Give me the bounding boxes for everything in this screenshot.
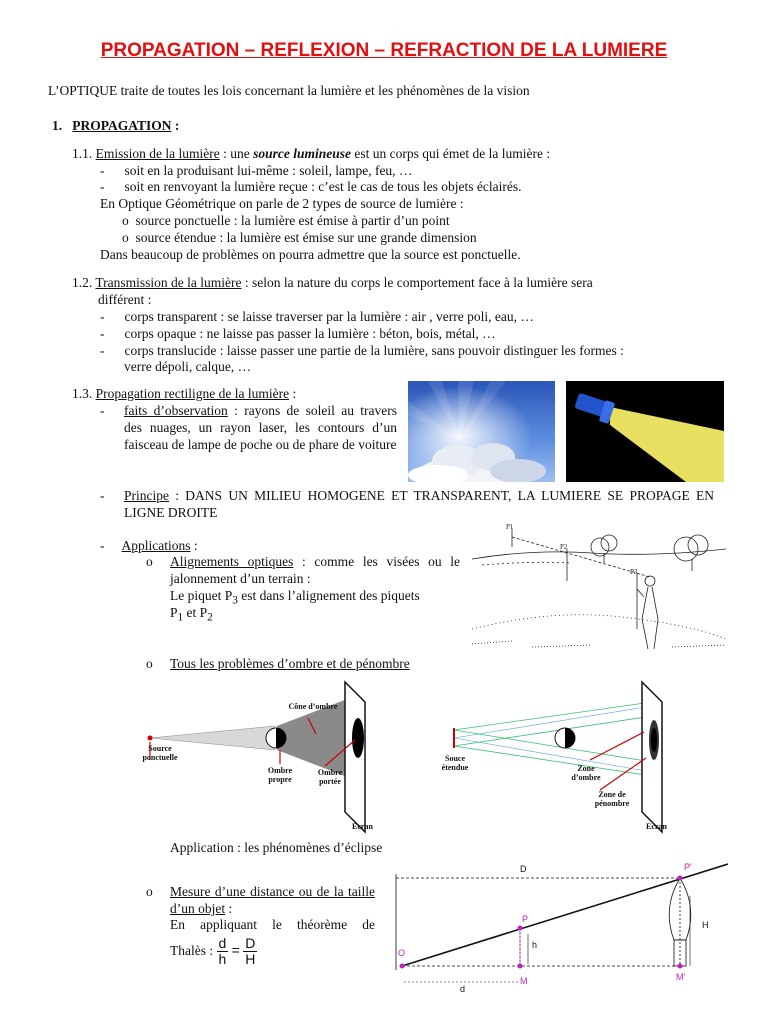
align-label: Alignements optiques — [170, 554, 294, 569]
source-etendue-label: Souce étendue — [441, 754, 469, 772]
mesure-bullet: o — [146, 884, 153, 899]
principe-text: : DANS UN MILIEU HOMOGENE ET TRANSPARENT, LA LUMIERE SE PROPAGE EN LIGNE DROITE — [124, 488, 714, 520]
mesure-colon: : — [225, 901, 233, 916]
s12-bullet3-text: corps translucide : laisse passer une partie de la lumière, sans pouvoir distinguer les formes : — [124, 343, 624, 358]
shadow-point-source-figure — [140, 676, 420, 834]
zone-ombre-label: Zone d’ombre — [571, 764, 601, 782]
s12-bullet1-text: corps transparent : se laisse traverser par la lumière : air , verre poli, eau, … — [124, 309, 534, 324]
fraction-d-over-h — [217, 936, 229, 967]
thales-label: Thalès : — [170, 943, 214, 958]
piquet-line2 — [170, 604, 213, 627]
cone-ombre-label: Cône d’ombre — [288, 702, 338, 711]
label-D: D — [520, 864, 527, 874]
thales-line1: En appliquant le théorème de — [170, 917, 375, 932]
p2-label: P2 — [560, 543, 568, 551]
mesure-paragraph — [170, 883, 375, 917]
s11-text-a: : une — [219, 146, 254, 161]
p1-label: P1 — [506, 523, 514, 531]
s11-bullet2: - soit en renvoyant la lumière reçue : c’est le cas de tous les objets éclairés. — [100, 179, 522, 194]
section-colon: : — [171, 118, 180, 133]
s13-colon: : — [289, 386, 297, 401]
flashlight-photo — [566, 381, 724, 482]
align-bullet: o — [146, 554, 153, 569]
s11-bullet1: - soit en la produisant lui-même : soleil, lampe, feu, … — [100, 163, 413, 178]
s11-sub2: o source étendue : la lumière est émise sur une grande dimension — [122, 230, 477, 245]
applications-colon: : — [190, 538, 198, 553]
piquet-c: P — [170, 605, 178, 620]
s11-bullet2-text: soit en renvoyant la lumière reçue : c’est le cas de tous les objets éclairés. — [124, 179, 522, 194]
piquet-a: Le piquet P — [170, 588, 233, 603]
piquets-sketch — [472, 519, 726, 654]
s11-sub2-text: source étendue : la lumière est émise sur une grande dimension — [135, 230, 477, 245]
ombre-propre-label: Ombre propre — [267, 766, 293, 784]
zone-penombre-label: Zone de pénombre — [594, 790, 630, 808]
ombre-label: Tous les problèmes d’ombre et de pénombre — [170, 656, 410, 671]
source-ponctuelle-label: Source ponctuelle — [142, 744, 178, 762]
mesure-label: Mesure d’une distance ou de la taille d’un objet — [170, 884, 375, 916]
s11-sub1: o source ponctuelle : la lumière est émise à partir d’un point — [122, 213, 450, 228]
principe-dash: - — [100, 488, 105, 503]
frac2-num: D — [245, 935, 256, 952]
s11-emphasis: source lumineuse — [253, 146, 351, 161]
s11-line3: En Optique Géométrique on parle de 2 types de source de lumière : — [100, 196, 464, 211]
equals-sign: = — [231, 942, 240, 958]
piquet-d: et P — [183, 605, 208, 620]
s12-heading: Transmission de la lumière — [95, 275, 242, 290]
piquet-sub3: 3 — [232, 594, 238, 607]
piquet-b: est dans l’alignement des piquets — [237, 588, 420, 603]
faits-label: faits d’observation — [124, 403, 228, 418]
ombre-line — [170, 655, 410, 672]
s12-bullet3: - corps translucide : laisse passer une partie de la lumière, sans pouvoir distinguer les formes : — [100, 343, 624, 358]
thales-figure — [384, 856, 728, 996]
align-text: : comme les visées ou le jalonnement d’un terrain : — [170, 554, 460, 586]
s12-text: : selon la nature du corps le comportement face à la lumière sera — [241, 275, 593, 290]
faits-paragraph — [124, 402, 397, 453]
s12-bullet1: - corps transparent : se laisse traverser par la lumière : air , verre poli, eau, … — [100, 309, 534, 324]
frac2-den: H — [245, 951, 256, 968]
s11-text-b: est un corps qui émet de la lumière : — [351, 146, 551, 161]
s12-line2: différent : — [98, 292, 152, 307]
applications-line: - Applications : — [100, 538, 198, 553]
intro-paragraph: L’OPTIQUE traite de toutes les lois concernant la lumière et les phénomènes de la vision — [48, 83, 530, 98]
ecran-label-1: Ecran — [352, 822, 373, 831]
s11-sub1-text: source ponctuelle : la lumière est émise à partir d’un point — [135, 213, 450, 228]
label-M: M — [520, 976, 528, 986]
section-1-heading — [52, 117, 179, 134]
frac1-num: d — [218, 935, 227, 952]
align-paragraph — [170, 553, 460, 587]
s11-heading: Emission de la lumière — [95, 146, 220, 161]
principe-label: Principe — [124, 488, 169, 503]
s13-heading: Propagation rectiligne de la lumière — [95, 386, 290, 401]
ecran-label-2: Ecran — [646, 822, 667, 831]
p3-label: P3 — [630, 568, 638, 576]
s12-bullet2: - corps opaque : ne laisse pas passer la lumière : béton, bois, métal, … — [100, 326, 496, 341]
page-title: PROPAGATION – REFLEXION – REFRACTION DE LA LUMIERE — [100, 40, 668, 61]
shadow-extended-source-figure — [440, 676, 700, 834]
s12-line1 — [72, 274, 593, 291]
principe-paragraph — [124, 487, 714, 521]
s12-number: 1.2. — [72, 275, 93, 290]
section-number: 1. — [52, 118, 63, 133]
label-P: P — [522, 914, 529, 924]
faits-dash: - — [100, 403, 105, 418]
s11-number: 1.1. — [72, 146, 93, 161]
faits-text: : rayons de soleil au travers des nuages, un rayon laser, les contours d’un faisceau de lampe de poche ou de phare de voiture — [124, 403, 397, 452]
label-P-prime: P' — [684, 862, 692, 872]
s12-bullet3-cont: verre dépoli, calque, … — [124, 359, 252, 374]
ombre-bullet: o — [146, 656, 153, 671]
label-M-prime: M' — [676, 972, 686, 982]
ombre-portee-label: Ombre portée — [317, 768, 343, 786]
label-H: H — [702, 920, 709, 930]
s13-line1 — [72, 385, 296, 402]
applications-label: Applications — [121, 538, 191, 553]
label-O: O — [398, 948, 406, 958]
frac1-den: h — [218, 951, 227, 968]
piquet-sub1: 1 — [177, 611, 184, 624]
s12-bullet2-text: corps opaque : ne laisse pas passer la lumière : béton, bois, métal, … — [124, 326, 496, 341]
label-h: h — [532, 940, 538, 950]
label-d: d — [460, 984, 466, 994]
sky-photo — [408, 381, 555, 482]
eclipse-line: Application : les phénomènes d’éclipse — [170, 840, 383, 855]
s11-bullet1-text: soit en la produisant lui-même : soleil, lampe, feu, … — [124, 163, 413, 178]
s11-line6: Dans beaucoup de problèmes on pourra admettre que la source est ponctuelle. — [100, 247, 521, 262]
thales-formula — [170, 934, 257, 967]
piquet-sub2: 2 — [207, 611, 213, 624]
s11-line1 — [72, 145, 550, 162]
s13-number: 1.3. — [72, 386, 93, 401]
section-title: PROPAGATION — [72, 118, 172, 133]
fraction-D-over-H — [243, 936, 257, 967]
